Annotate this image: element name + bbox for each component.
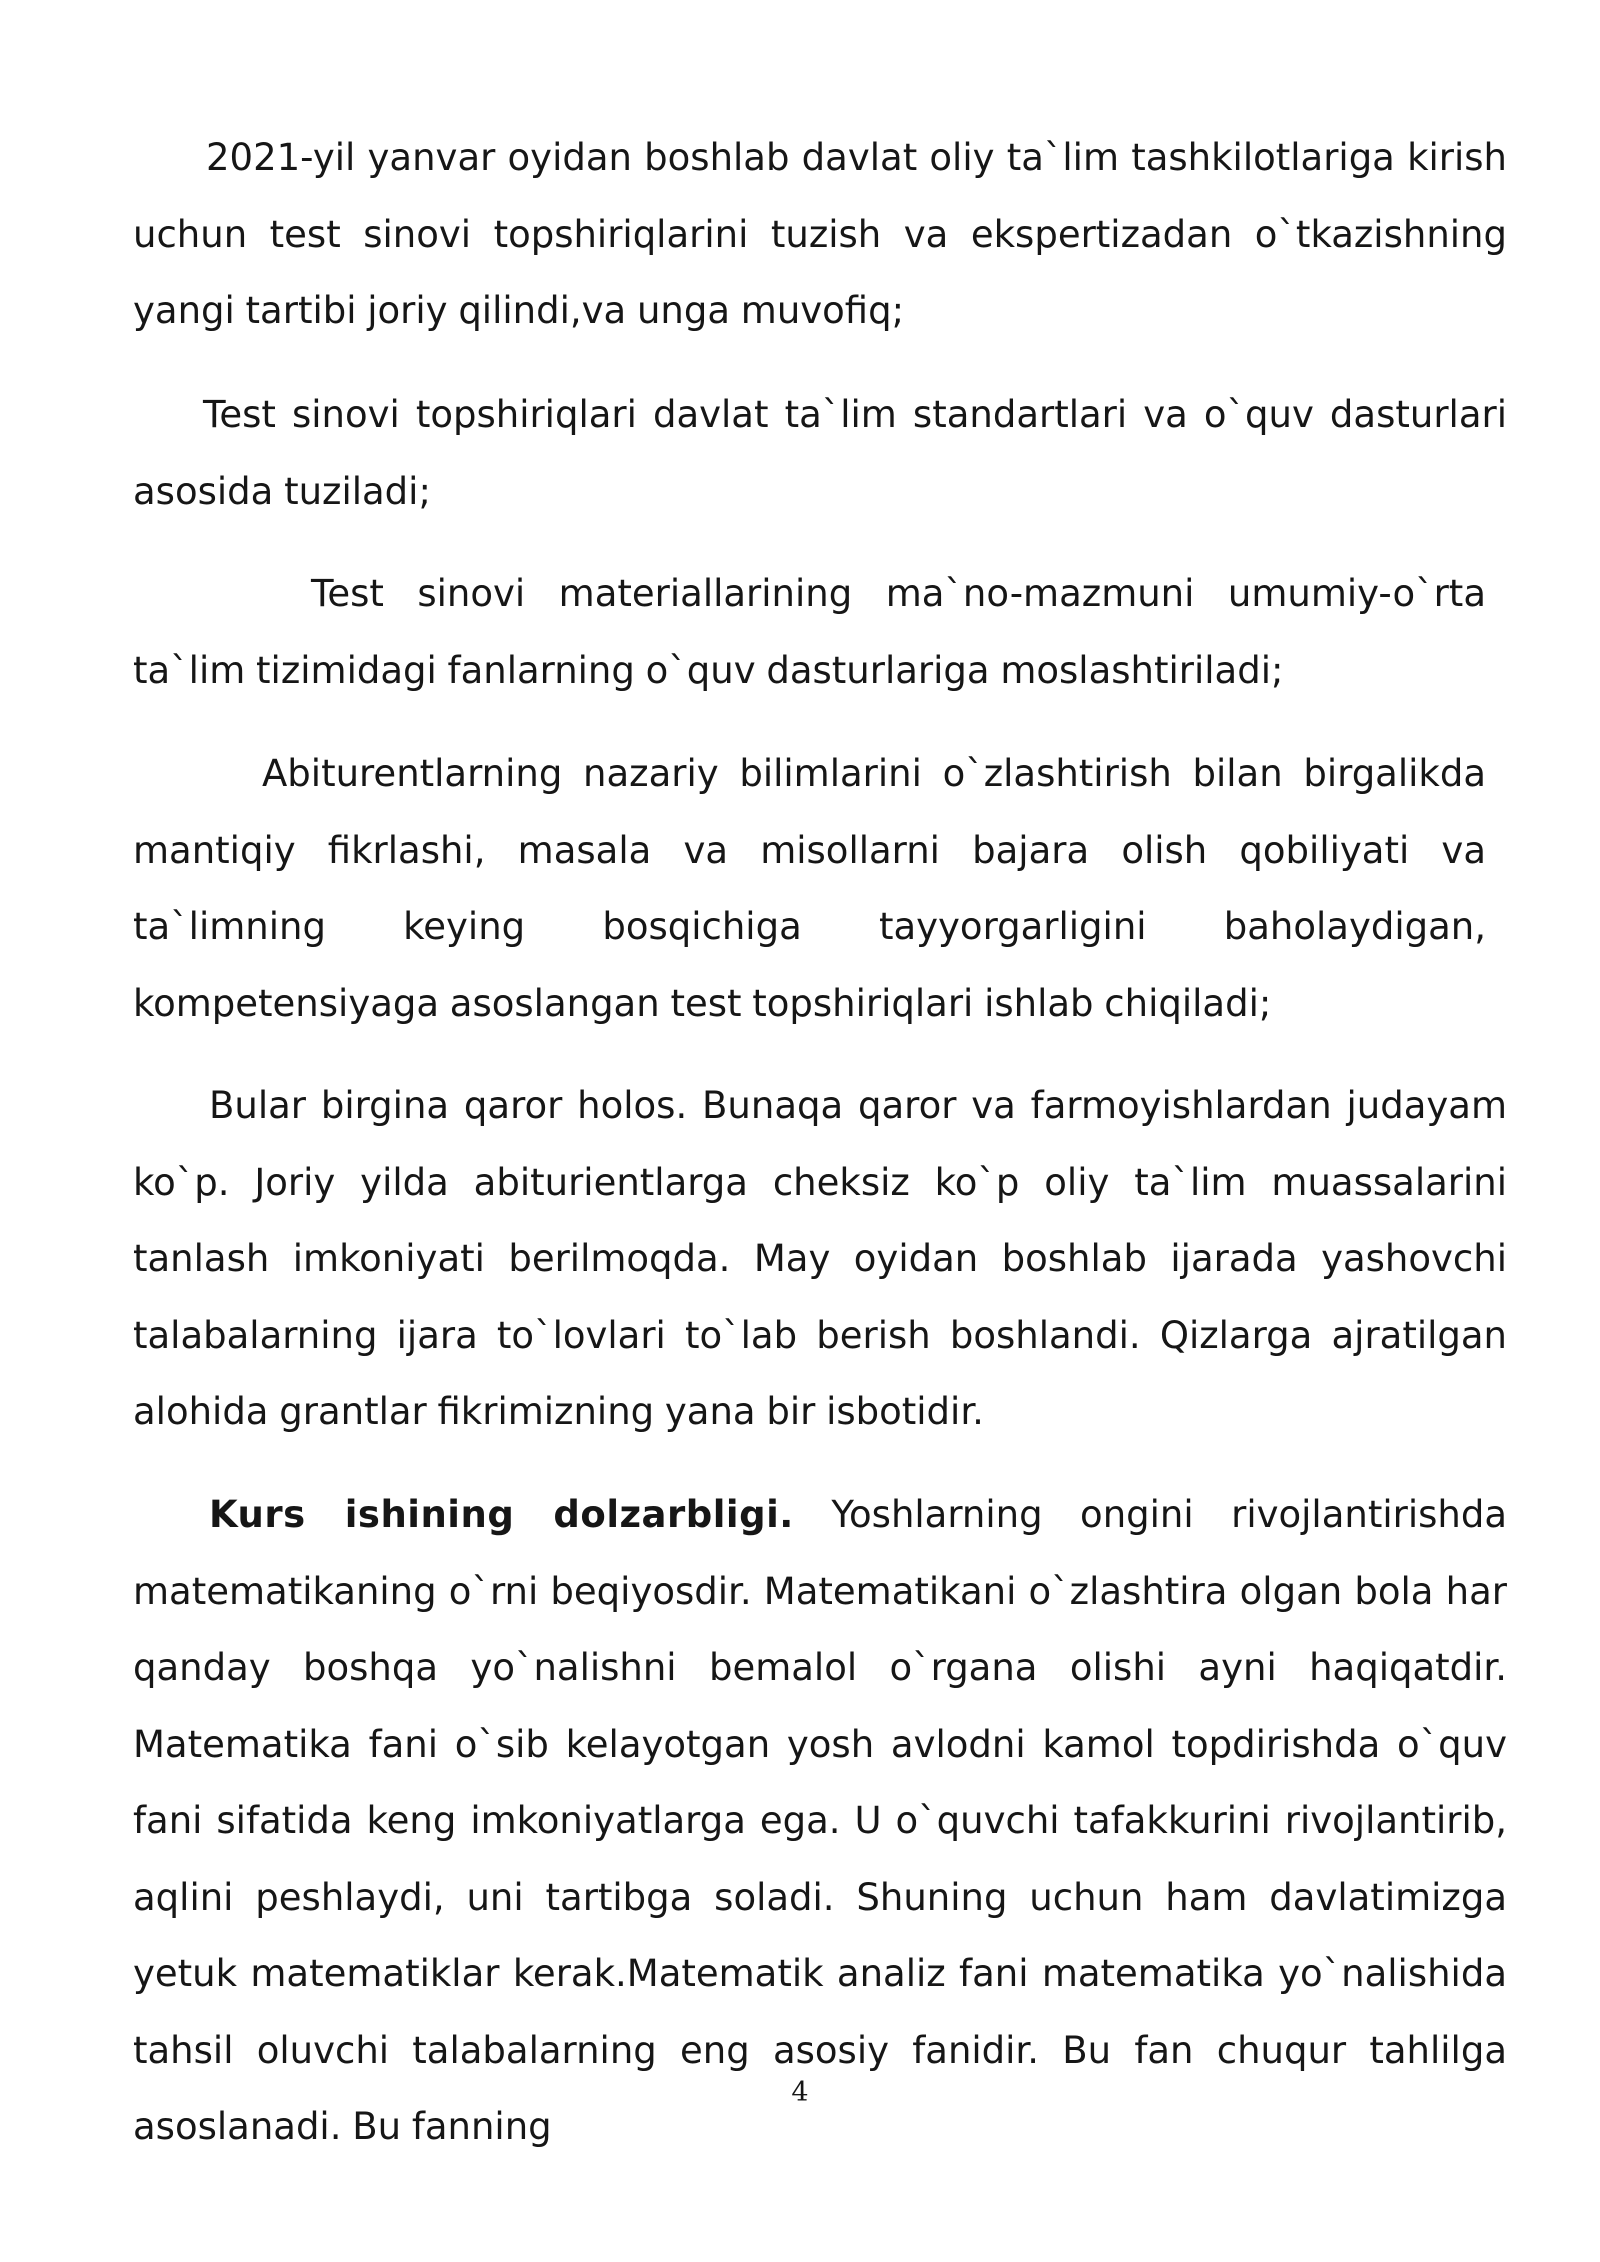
paragraph-relevance — [133, 1477, 1507, 2166]
relevance-heading: Kurs ishining dolzarbligi. — [209, 1493, 794, 1536]
paragraph-test-standards: Test sinovi topshiriqlari davlat ta`lim standartlari va o`quv dasturlari asosida tuziladi; — [133, 393, 1507, 513]
page-number: 4 — [791, 2077, 809, 2108]
paragraph-admission-rules: 2021-yil yanvar oyidan boshlab davlat oliy ta`lim tashkilotlariga kirish uchun test sinovi topshiriqlarini tuzish va ekspertizadan o`tkazishning yangi tartibi joriy qilindi,va unga muvofiq; — [133, 136, 1507, 332]
paragraph-test-materials: Test sinovi materiallarining ma`no-mazmuni umumiy-o`rta ta`lim tizimidagi fanlarning o`quv dasturlariga moslashtiriladi; — [133, 572, 1486, 692]
paragraph-decrees: Bular birgina qaror holos. Bunaqa qaror va farmoyishlardan judayam ko`p. Joriy yilda abiturientlarga cheksiz ko`p oliy ta`lim muassalarini tanlash imkoniyati berilmoqda. May oyidan boshlab ijarada yashovchi talabalarning ijara to`lovlari to`lab berish boshlandi. Qizlarga ajratilgan alohida grantlar fikrimizning yana bir isbotidir. — [133, 1084, 1507, 1433]
paragraph-competency-tests: Abiturentlarning nazariy bilimlarini o`zlashtirish bilan birgalikda mantiqiy fikrlashi, masala va misollarni bajara olish qobiliyati va ta`limning keying bosqichiga tayyorgarligini baholaydigan, kompetensiyaga asoslangan test topshiriqlari ishlab chiqiladi; — [133, 752, 1486, 1025]
relevance-text: Yoshlarning ongini rivojlantirishda matematikaning o`rni beqiyosdir. Matematikani o`zlashtira olgan bola har qanday boshqa yo`nalishni bemalol o`rgana olishi ayni haqiqatdir. Matematika fani o`sib kelayotgan yosh avlodni kamol topdirishda o`quv fani sifatida keng imkoniyatlarga ega. U o`quvchi tafakkurini rivojlantirib, aqlini peshlaydi, uni tartibga soladi. Shuning uchun ham davlatimizga yetuk matematiklar kerak.Matematik analiz fani matematika yo`nalishida tahsil oluvchi talabalarning eng asosiy fanidir. Bu fan chuqur tahlilga asoslanadi. Bu fanning — [133, 1493, 1508, 2148]
